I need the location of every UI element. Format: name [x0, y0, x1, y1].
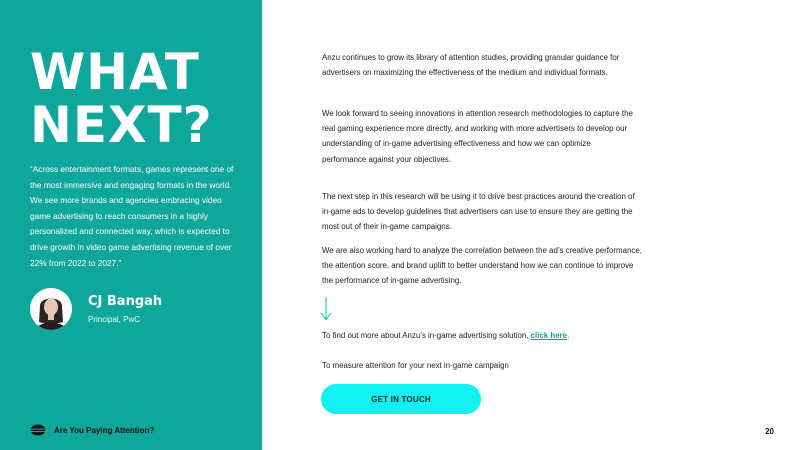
left-panel: [0, 0, 262, 450]
brand-logo-icon: [30, 424, 46, 436]
page-title: [30, 43, 250, 154]
footer-brand: [30, 424, 154, 436]
brand-text: Are You Paying Attention?: [54, 425, 155, 435]
arrow-down-icon: [320, 297, 332, 321]
measure-attention-text: To measure attention for your next in-game campaign: [322, 361, 509, 370]
speaker-name: CJ Bangah: [88, 294, 163, 309]
paragraph-correlation: We are also working hard to analyze the correlation between the ad’s creative performance, the attention score, and brand uplift to better understand how we can continue to improve the performance of in-game advertising.: [322, 246, 642, 286]
speaker-block: [30, 288, 162, 330]
speaker-title: Principal, PwC: [88, 315, 141, 324]
paragraph-innovations: We look forward to seeing innovations in attention research methodologies to capture the real gaming experience more directly, and working with more advertisers to develop our understanding of in-game advertising effectiveness and how we can optimize performance against your objectives.: [322, 109, 633, 164]
get-in-touch-button[interactable]: GET IN TOUCH: [321, 384, 481, 414]
speaker-text: [88, 294, 162, 324]
find-out-prefix: To find out more about Anzu’s in-game advertising solution,: [322, 331, 531, 340]
headline-line-2: NEXT?: [30, 96, 213, 154]
paragraph-attention-library: Anzu continues to grow its library of attention studies, providing granular guidance for advertisers on maximizing the effectiveness of the medium and individual formats.: [322, 53, 620, 78]
find-out-suffix: .: [567, 331, 570, 340]
page-number: 20: [765, 427, 774, 436]
headline-line-1: WHAT: [30, 43, 200, 101]
find-out-more-text: [322, 331, 642, 340]
pull-quote: “Across entertainment formats, games represent one of the most immersive and engaging formats in the world. We see more brands and agencies embracing video game advertising to reach consumers in a highly personalized and connected way, which is expected to drive growth in video game advertising revenue of over 22% from 2022 to 2027.”: [30, 164, 234, 268]
paragraph-next-step: The next step in this research will be using it to drive best practices around the creation of in-game ads to develop guidelines that advertisers can use to ensure they are getting the most out of their in-game campaigns.: [322, 192, 635, 232]
click-here-link[interactable]: click here: [530, 331, 568, 340]
speaker-avatar: [30, 288, 72, 330]
